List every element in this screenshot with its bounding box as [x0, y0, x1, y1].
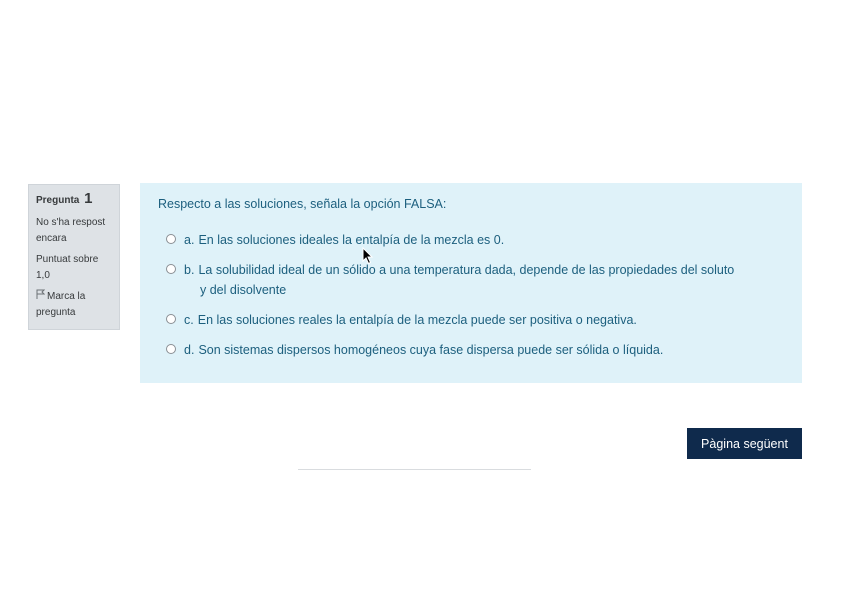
question-grade-line1: Puntuat sobre	[36, 254, 99, 265]
answer-text-continuation: y del disolvente	[200, 283, 287, 297]
answer-option-a[interactable]	[158, 230, 784, 250]
question-status-line1: No s'ha respost	[36, 217, 106, 228]
radio-button-b[interactable]	[166, 264, 176, 274]
answer-text: En las soluciones ideales la entalpía de la mezcla es 0.	[198, 233, 505, 247]
answer-text: La solubilidad ideal de un sólido a una temperatura dada, depende de las propiedades del soluto	[198, 263, 735, 277]
answer-letter: b.	[184, 263, 195, 277]
answer-letter: a.	[184, 233, 195, 247]
question-status	[36, 215, 112, 247]
flag-question-line1: Marca la	[47, 291, 86, 302]
question-text	[158, 196, 784, 212]
question-text-emphasis: FALSA:	[403, 197, 447, 211]
flag-question-link[interactable]	[36, 289, 112, 321]
answer-letter: d.	[184, 343, 195, 357]
answer-option-c[interactable]	[158, 310, 784, 330]
question-content	[140, 183, 802, 383]
question-grade-line2: 1,0	[36, 270, 50, 281]
answer-text: Son sistemas dispersos homogéneos cuya fase dispersa puede ser sólida o líquida.	[198, 343, 664, 357]
question-number-heading	[36, 192, 112, 207]
question-number: 1	[84, 190, 93, 207]
question-info-panel	[28, 184, 120, 330]
flag-question-line2: pregunta	[36, 307, 76, 318]
mouse-pointer-icon	[362, 247, 374, 265]
answer-text: En las soluciones reales la entalpía de la mezcla puede ser positiva o negativa.	[197, 313, 637, 327]
question-text-prefix: Respecto a las soluciones, señala la opción	[158, 197, 404, 211]
answer-option-d[interactable]	[158, 340, 784, 360]
radio-button-d[interactable]	[166, 344, 176, 354]
radio-button-c[interactable]	[166, 314, 176, 324]
answer-option-b[interactable]	[158, 260, 784, 300]
question-label: Pregunta	[36, 195, 80, 206]
answer-letter: c.	[184, 313, 194, 327]
question-status-line2: encara	[36, 233, 67, 244]
next-page-button[interactable]: Pàgina següent	[687, 428, 802, 459]
question-grade	[36, 252, 112, 284]
flag-icon	[36, 289, 45, 305]
radio-button-a[interactable]	[166, 234, 176, 244]
divider	[298, 469, 531, 470]
